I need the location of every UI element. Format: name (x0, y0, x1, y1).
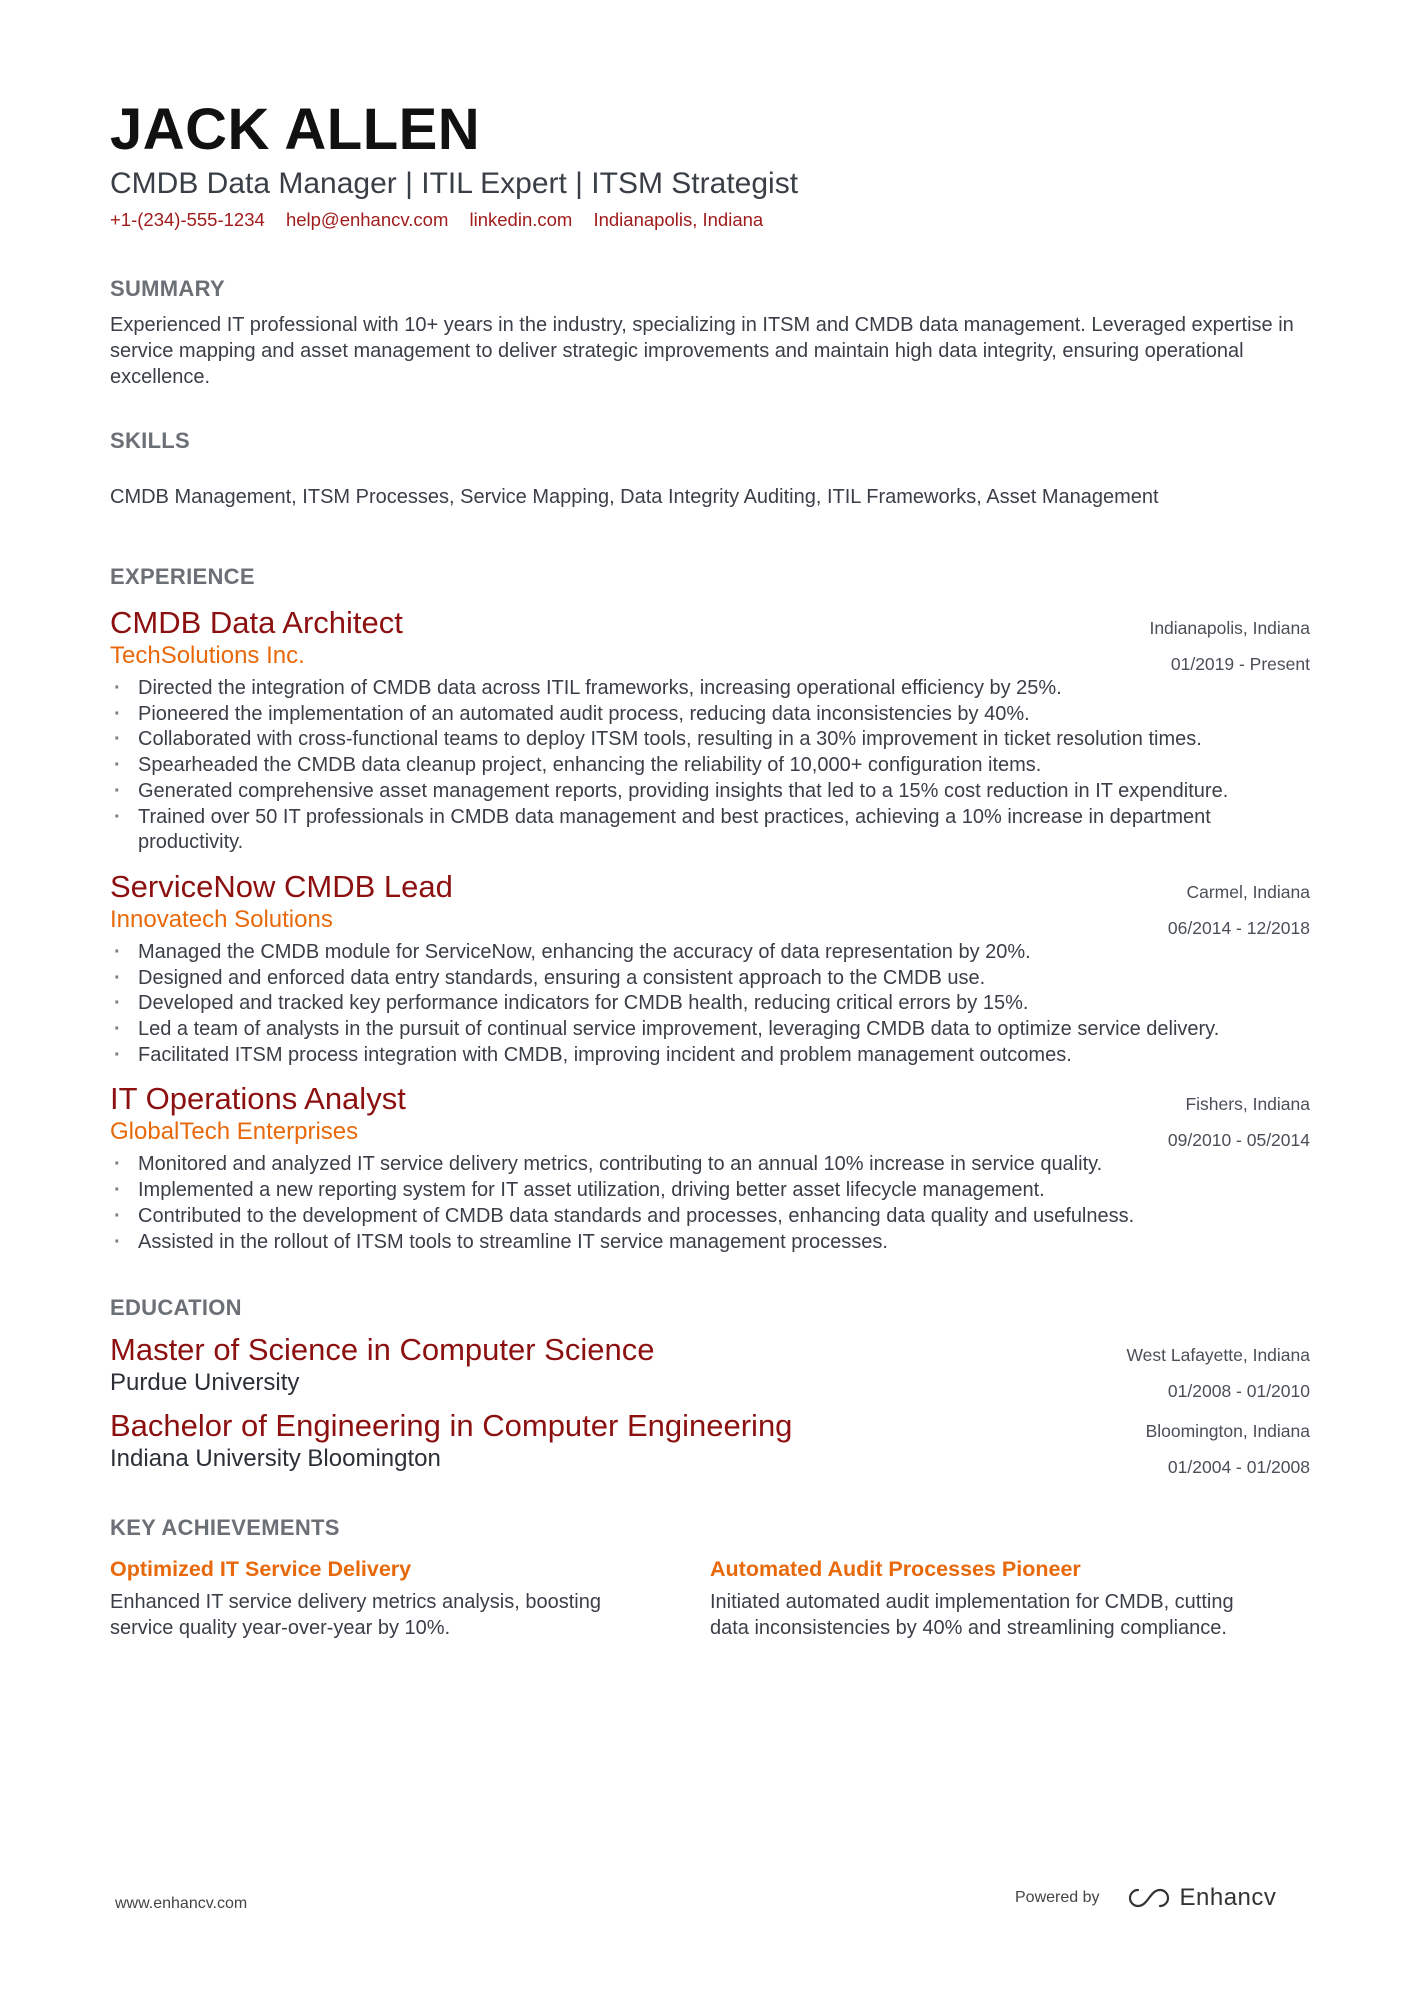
job-bullet: · Assisted in the rollout of ITSM tools to streamline IT service management processes. (110, 1230, 1258, 1256)
job-bullet: · Trained over 50 IT professionals in CMDB data management and best practices, achieving a 10% increase in department productivity. (110, 805, 1258, 856)
education-dates: 01/2004 - 01/2008 (1167, 1457, 1310, 1478)
job-company: GlobalTech Enterprises (110, 1118, 359, 1146)
education-location: Bloomington, Indiana (1145, 1421, 1310, 1442)
job-meta (1168, 1086, 1310, 1158)
job-bullet: · Generated comprehensive asset management reports, providing insights that led to a 15% cost reduction in IT expenditure. (110, 779, 1258, 805)
school-name: Indiana University Bloomington (110, 1445, 441, 1473)
contact-location: Indianapolis, Indiana (593, 209, 764, 230)
job-bullet: · Collaborated with cross-functional teams to deploy ITSM tools, resulting in a 30% improvement in ticket resolution times. (110, 727, 1258, 753)
job-bullet: · Led a team of analysts in the pursuit of continual service improvement, leveraging CMDB data to optimize service delivery. (110, 1017, 1258, 1043)
contact-linkedin[interactable]: linkedin.com (469, 209, 573, 230)
job-dates: 01/2019 - Present (1170, 654, 1310, 674)
education-section (110, 1295, 1310, 1478)
education-meta (1126, 1337, 1310, 1409)
enhancv-logo[interactable] (1126, 1884, 1277, 1912)
summary-text: Experienced IT professional with 10+ years in the industry, specializing in ITSM and CMDB data management. Leveraged expertise in service mapping and asset management to deliver strategic improvements and maintain high data integrity, ensuring operational excellence. (110, 314, 1294, 388)
job-title: CMDB Data Architect (110, 605, 403, 640)
achievement-title: Optimized IT Service Delivery (110, 1557, 412, 1582)
job-meta (1149, 610, 1310, 682)
skills-text: CMDB Management, ITSM Processes, Service Mapping, Data Integrity Auditing, ITIL Frameworks, Asset Management (110, 486, 1159, 508)
achievement-title: Automated Audit Processes Pioneer (710, 1557, 1081, 1582)
education-entry (110, 1331, 1310, 1402)
resume-header (110, 96, 1310, 232)
footer-branding (1015, 1884, 1276, 1912)
footer-website[interactable]: www.enhancv.com (115, 1895, 248, 1912)
achievement-text: Initiated automated audit implementation for CMDB, cutting data inconsistencies by 40% and streamlining compliance. (710, 1591, 1234, 1640)
job-title: ServiceNow CMDB Lead (110, 868, 453, 904)
achievement-item (710, 1555, 1252, 1641)
job-company: Innovatech Solutions (110, 905, 333, 933)
candidate-tagline: CMDB Data Manager | ITIL Expert | ITSM Strategist (110, 167, 799, 200)
education-dates: 01/2008 - 01/2010 (1167, 1381, 1310, 1402)
summary-heading: SUMMARY (110, 276, 225, 301)
job-bullet: · Pioneered the implementation of an automated audit process, reducing data inconsistencies by 40%. (110, 702, 1258, 728)
job-bullet: · Managed the CMDB module for ServiceNow, enhancing the accuracy of data representation by 20%. (110, 940, 1258, 966)
job-bullet: · Developed and tracked key performance indicators for CMDB health, reducing critical errors by 15%. (110, 991, 1258, 1017)
job-entry (110, 1080, 1310, 1255)
education-location: West Lafayette, Indiana (1126, 1345, 1310, 1366)
job-bullet: · Monitored and analyzed IT service delivery metrics, contributing to an annual 10% increase in service quality. (110, 1152, 1258, 1178)
job-meta (1168, 874, 1310, 946)
education-meta (1146, 1413, 1310, 1485)
contact-row (110, 208, 1310, 232)
degree-title: Master of Science in Computer Science (110, 1332, 655, 1368)
contact-phone[interactable]: +1-(234)-555-1234 (110, 209, 265, 230)
job-bullet: · Designed and enforced data entry standards, ensuring a consistent approach to the CMDB use. (110, 966, 1258, 992)
achievements-grid (110, 1555, 1310, 1641)
enhancv-logo-icon (1126, 1886, 1172, 1910)
job-location: Fishers, Indiana (1185, 1094, 1310, 1115)
job-entry (110, 868, 1310, 1069)
job-entry (110, 604, 1310, 856)
achievement-item (110, 1555, 652, 1641)
achievement-text: Enhanced IT service delivery metrics analysis, boosting service quality year-over-year by 10%. (110, 1591, 601, 1640)
enhancv-logo-text: Enhancv (1179, 1884, 1277, 1911)
job-title: IT Operations Analyst (110, 1081, 406, 1117)
job-bullets (110, 1152, 1310, 1255)
job-bullet: · Directed the integration of CMDB data across ITIL frameworks, increasing operational efficiency by 25%. (110, 676, 1258, 702)
school-name: Purdue University (110, 1369, 300, 1397)
job-bullets (110, 676, 1310, 856)
degree-title: Bachelor of Engineering in Computer Engineering (110, 1408, 793, 1444)
job-bullets (110, 940, 1310, 1069)
job-dates: 06/2014 - 12/2018 (1167, 917, 1310, 938)
job-bullet: · Contributed to the development of CMDB data standards and processes, enhancing data quality and usefulness. (110, 1204, 1258, 1230)
job-location: Indianapolis, Indiana (1149, 618, 1310, 638)
experience-heading: EXPERIENCE (110, 564, 255, 589)
skills-heading: SKILLS (110, 428, 191, 453)
job-company: TechSolutions Inc. (110, 642, 305, 669)
education-heading: EDUCATION (110, 1295, 242, 1321)
job-bullet: · Spearheaded the CMDB data cleanup project, enhancing the reliability of 10,000+ configuration items. (110, 753, 1258, 779)
candidate-name: JACK ALLEN (110, 97, 481, 162)
summary-section (110, 276, 1310, 390)
job-location: Carmel, Indiana (1186, 881, 1310, 902)
achievements-section (110, 1515, 1310, 1641)
job-bullet: · Implemented a new reporting system for IT asset utilization, driving better asset lifecycle management. (110, 1178, 1258, 1204)
education-entry (110, 1407, 1310, 1478)
contact-email[interactable]: help@enhancv.com (285, 209, 449, 230)
skills-section (110, 428, 1310, 510)
powered-by-label: Powered by (1015, 1889, 1100, 1906)
job-dates: 09/2010 - 05/2014 (1167, 1130, 1310, 1151)
job-bullet: · Facilitated ITSM process integration with CMDB, improving incident and problem management outcomes. (110, 1043, 1258, 1069)
experience-section (110, 564, 1310, 1255)
achievements-heading: KEY ACHIEVEMENTS (110, 1515, 340, 1541)
resume-content (110, 96, 1310, 1641)
